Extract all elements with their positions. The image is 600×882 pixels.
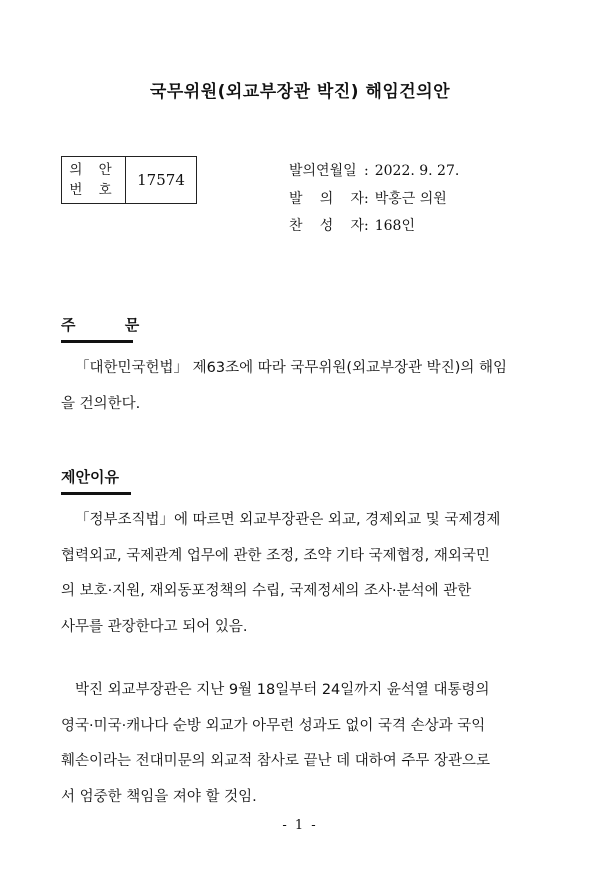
paragraph-line: 을 건의한다. (61, 395, 141, 412)
reason-paragraph-1 (61, 503, 539, 645)
paragraph-line: 서 엄중한 책임을 져야 할 것임. (61, 788, 257, 805)
bill-number-label-line2: 번 호 (69, 182, 118, 198)
heading-underline (61, 340, 133, 343)
meta-row-date (289, 158, 459, 186)
meta-colon: : (364, 190, 369, 207)
main-paragraph (61, 351, 539, 422)
heading-underline (61, 492, 131, 495)
section-heading-main-text: 주 문 (61, 316, 162, 334)
section-heading-reason-text: 제안이유 (61, 468, 119, 486)
meta-row-supporters (289, 213, 459, 241)
paragraph-line: 의 보호·지원, 재외동포정책의 수립, 국제정세의 조사·분석에 관한 (61, 583, 472, 599)
bill-number-box (61, 156, 197, 204)
meta-row-proposer (289, 186, 459, 214)
paragraph-line: 영국·미국·캐나다 순방 외교가 아무런 성과도 없이 국격 손상과 국익 (61, 717, 486, 734)
section-heading-reason (61, 466, 131, 495)
paragraph-line: 사무를 관장한다고 되어 있음. (61, 618, 248, 635)
paragraph-line: 협력외교, 국제관계 업무에 관한 조정, 조약 기타 국제협정, 재외국민 (61, 547, 490, 564)
meta-key-proposer: 발 의 자 (289, 190, 364, 207)
meta-colon: : (364, 163, 369, 179)
meta-key-date: 발의연월일 (289, 163, 357, 179)
reason-paragraph-2 (61, 673, 539, 815)
meta-colon: : (364, 218, 369, 234)
meta-key-supporters: 찬 성 자 (289, 218, 364, 234)
meta-value-proposer: 박홍근 의원 (374, 190, 447, 207)
bill-number-value: 17574 (137, 171, 185, 189)
meta-value-date: 2022. 9. 27. (374, 163, 460, 179)
section-heading-main (61, 314, 161, 343)
document-title: 국무위원(외교부장관 박진) 해임건의안 (149, 82, 451, 102)
paragraph-line: 박진 외교부장관은 지난 9월 18일부터 24일까지 윤석열 대통령의 (75, 682, 490, 698)
paragraph-line: 훼손이라는 전대미문의 외교적 참사로 끝난 데 대하여 주무 장관으로 (61, 753, 491, 769)
paragraph-line: 「대한민국헌법」 제63조에 따라 국무위원(외교부장관 박진)의 해임 (75, 360, 507, 376)
page-number: - 1 - (282, 818, 318, 833)
meta-value-supporters: 168인 (374, 218, 415, 234)
bill-meta (289, 158, 459, 241)
bill-number-label-line1: 의 안 (69, 162, 118, 178)
bill-number-label (62, 157, 126, 203)
paragraph-line: 「정부조직법」에 따르면 외교부장관은 외교, 경제외교 및 국제경제 (75, 512, 501, 528)
